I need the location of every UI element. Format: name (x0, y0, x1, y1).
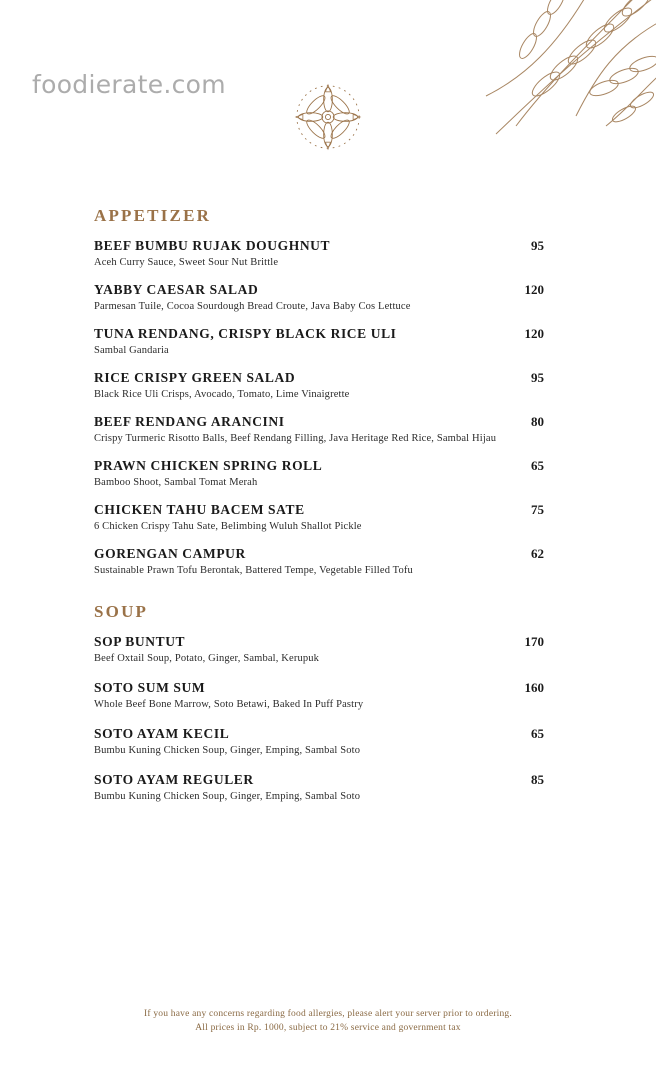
menu-item-name: CHICKEN TAHU BACEM SATE (94, 502, 305, 517)
menu-item-description: 6 Chicken Crispy Tahu Sate, Belimbing Wuluh Shallot Pickle (94, 521, 362, 532)
menu-item-description: Parmesan Tuile, Cocoa Sourdough Bread Croute, Java Baby Cos Lettuce (94, 301, 411, 312)
menu-item (94, 502, 544, 532)
menu-item-price: 120 (524, 326, 544, 341)
menu-item-description: Aceh Curry Sauce, Sweet Sour Nut Brittle (94, 257, 279, 268)
menu-item-head (94, 634, 544, 650)
menu-item-description: Sustainable Prawn Tofu Berontak, Battered Tempe, Vegetable Filled Tofu (94, 565, 413, 576)
menu-item (94, 370, 544, 400)
menu-item-head (94, 326, 544, 342)
menu-item-head (94, 680, 544, 696)
menu-item-name: RICE CRISPY GREEN SALAD (94, 370, 296, 385)
menu-item-name: BEEF BUMBU RUJAK DOUGHNUT (94, 238, 331, 253)
menu-item-head (94, 502, 544, 518)
menu-item-price: 160 (524, 680, 544, 695)
menu-item-price: 75 (531, 502, 544, 517)
menu-item-price: 170 (524, 634, 544, 649)
section-title-appetizer: APPETIZER (94, 206, 212, 225)
menu-item-name: SOP BUNTUT (94, 634, 186, 649)
menu-item-price: 62 (531, 546, 544, 561)
menu-item-price: 65 (531, 726, 544, 741)
menu-item-description: Sambal Gandaria (94, 345, 169, 356)
menu-item-head (94, 726, 544, 742)
floral-medallion-ornament (0, 78, 656, 156)
menu-item (94, 414, 544, 444)
menu-item-price: 120 (524, 282, 544, 297)
section-title-soup: SOUP (94, 602, 149, 621)
menu-item-head (94, 370, 544, 386)
menu-item-head (94, 282, 544, 298)
menu-item (94, 772, 544, 802)
menu-item-description: Crispy Turmeric Risotto Balls, Beef Rendang Filling, Java Heritage Red Rice, Sambal Hijau (94, 433, 497, 444)
menu-item-description: Whole Beef Bone Marrow, Soto Betawi, Baked In Puff Pastry (94, 699, 364, 710)
menu-item-description: Bumbu Kuning Chicken Soup, Ginger, Emping, Sambal Soto (94, 745, 361, 756)
menu-item-name: SOTO AYAM KECIL (94, 726, 230, 741)
watermark-text: foodierate.com (32, 70, 226, 99)
menu-item-head (94, 238, 544, 254)
menu-item-price: 80 (531, 414, 544, 429)
menu-item (94, 282, 544, 312)
menu-item-price: 95 (531, 238, 544, 253)
menu-item-description: Beef Oxtail Soup, Potato, Ginger, Sambal, Kerupuk (94, 653, 320, 664)
footer-line-pricing: All prices in Rp. 1000, subject to 21% service and government tax (195, 1023, 461, 1034)
menu-item (94, 634, 544, 664)
footer-line-allergies: If you have any concerns regarding food allergies, please alert your server prior to ordering. (144, 1008, 512, 1019)
menu-item-name: GORENGAN CAMPUR (94, 546, 246, 561)
menu-item-price: 65 (531, 458, 544, 473)
menu-item-head (94, 458, 544, 474)
menu-item-name: SOTO AYAM REGULER (94, 772, 254, 787)
menu-item-head (94, 546, 544, 562)
menu-item-name: TUNA RENDANG, CRISPY BLACK RICE ULI (94, 326, 397, 341)
menu-item (94, 726, 544, 756)
menu-item (94, 326, 544, 356)
menu-item-price: 85 (531, 772, 544, 787)
menu-item (94, 546, 544, 576)
footer-disclaimer (0, 1007, 656, 1036)
menu-item (94, 458, 544, 488)
menu-section-appetizer (94, 206, 544, 576)
menu-item-description: Black Rice Uli Crisps, Avocado, Tomato, Lime Vinaigrette (94, 389, 350, 400)
menu-section-soup (94, 602, 544, 802)
menu-item-head (94, 414, 544, 430)
menu-item (94, 680, 544, 710)
menu-item-description: Bamboo Shoot, Sambal Tomat Merah (94, 477, 258, 488)
menu-item-name: BEEF RENDANG ARANCINI (94, 414, 285, 429)
menu-body (94, 206, 544, 818)
menu-item-name: YABBY CAESAR SALAD (94, 282, 259, 297)
menu-item-price: 95 (531, 370, 544, 385)
menu-item-name: SOTO SUM SUM (94, 680, 206, 695)
menu-item-description: Bumbu Kuning Chicken Soup, Ginger, Emping, Sambal Soto (94, 791, 361, 802)
menu-item-head (94, 772, 544, 788)
menu-item (94, 238, 544, 268)
menu-item-name: PRAWN CHICKEN SPRING ROLL (94, 458, 323, 473)
